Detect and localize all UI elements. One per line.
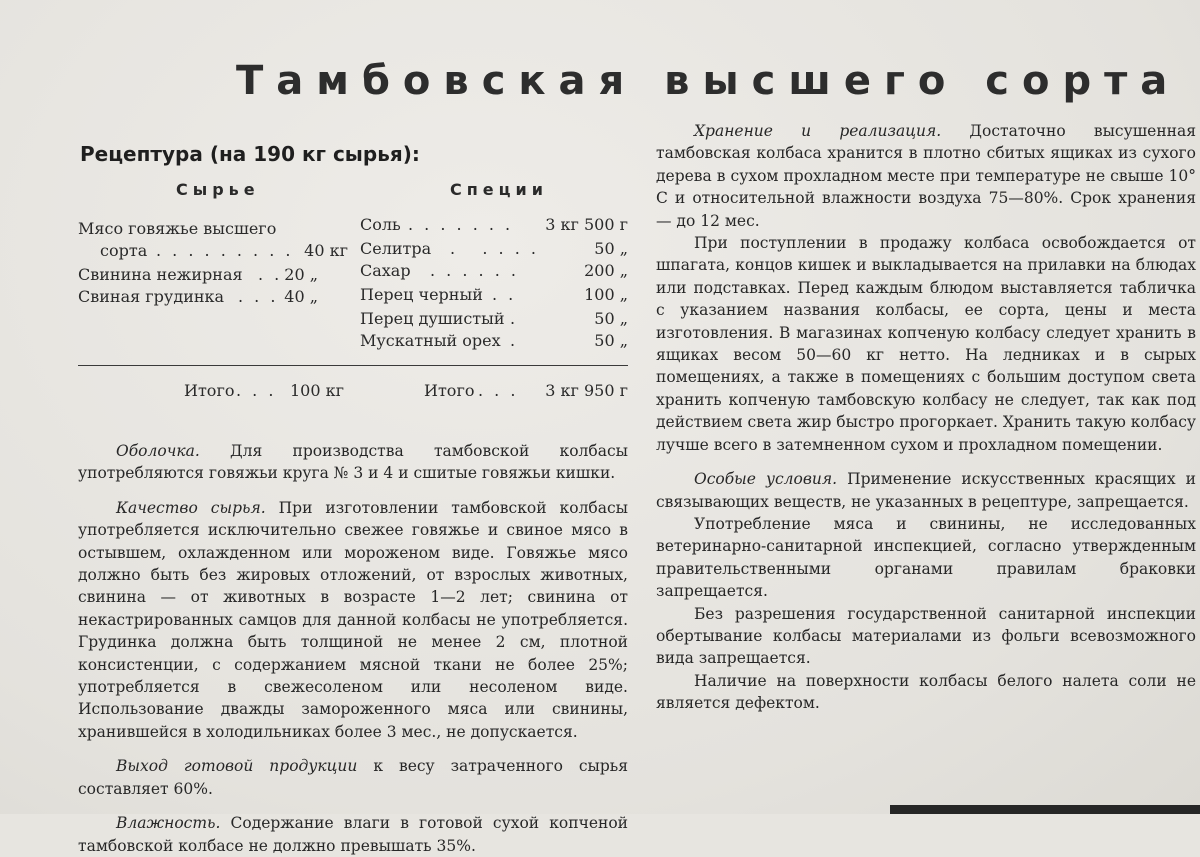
paragraph-postuplenie: При поступлении в продажу колбаса освобождается от шпагата, концов кишек и выкладывается на прилавки на блюдах или подставках. Перед каждым блюдом выставляется табличка с указанием названия колбасы, ее сорта, цены и места изготовления. В магазинах копченую колбасу следует хранить в ящиках весом 50—60 кг нетто. На ледниках и в сырых помещениях, а также в помещениях с большим доступом света хранить копченую тамбовскую колбасу не следует, так как под действием света жир быстро прогоркает. Хранить такую колбасу лучше всего в затемненном сухом и прохладном помещении. [656, 234, 1196, 454]
right-column-text [656, 120, 1196, 715]
leader-dots: . . . [238, 287, 279, 306]
paragraph-vyhod [78, 755, 628, 800]
leader-dots: . . [492, 285, 517, 304]
spice-value: 50 „ [594, 309, 628, 328]
paragraph-body: Для производства тамбовской колбасы употребляются говяжьи круга № 3 и 4 и сшитые говяжьи кишки. [78, 442, 628, 483]
paragraph-hranenie [656, 120, 1196, 232]
page-title: Тамбовская высшего сорта [236, 58, 1181, 104]
leader-dots: . . . . . . [430, 261, 519, 280]
spice-total-row [424, 380, 628, 402]
paragraph-nalichie: Наличие на поверхности колбасы белого налета соли не является дефектом. [656, 671, 1196, 713]
leader-dots: . . . . . . . [408, 215, 514, 234]
spice-label: Перец душистый [360, 309, 505, 328]
paragraph-upotreblenie: Употребление мяса и свинины, не исследованных ветеринарно-санитарной инспекцией, согласно утвержденным правительственными органами правилам браковки запрещается. [656, 514, 1196, 601]
spice-label: Мускатный орех [360, 331, 501, 350]
spice-label: Сахар [360, 261, 411, 280]
raw-value: 40 кг [304, 241, 348, 260]
paragraph-body: к весу затраченного сырья составляет 60%. [78, 757, 628, 798]
leader-dots: . . . [236, 381, 277, 400]
spice-label: Селитра [360, 239, 432, 258]
spice-label: Соль [360, 215, 401, 234]
leader-dots: . . [258, 265, 283, 284]
spice-value: 50 „ [594, 331, 628, 350]
raw-materials-header: Сырье [176, 180, 260, 199]
spice-row [360, 330, 628, 352]
spice-row [360, 308, 628, 330]
paragraph-head: Влажность. [116, 814, 221, 833]
spice-total-value: 3 кг 950 г [545, 381, 628, 400]
spices-header: Специи [450, 180, 548, 199]
paragraph-osobye [656, 468, 1196, 513]
leader-dots: . . . . . [450, 239, 539, 258]
paragraph-body: Применение искусственных красящих и связывающих веществ, не указанных в рецептуре, запрещается. [656, 470, 1196, 511]
raw-total-row [184, 380, 344, 402]
raw-label: Мясо говяжье высшего [78, 219, 277, 238]
totals-divider [78, 365, 628, 366]
spice-row [360, 238, 628, 260]
leader-dots: . [510, 331, 519, 350]
paragraph-obolochka [78, 440, 628, 485]
leader-dots: . . . . . . . . . [156, 241, 294, 260]
spice-value: 200 „ [584, 261, 628, 280]
raw-row [78, 218, 348, 240]
paragraph-head: Выход готовой продукции [116, 757, 358, 776]
raw-label: Свиная грудинка [78, 287, 225, 306]
raw-label: Свинина нежирная [78, 265, 243, 284]
paragraph-vlazhnost [78, 812, 628, 857]
raw-value: 40 „ [284, 287, 318, 306]
spice-row [360, 284, 628, 306]
paragraph-head: Хранение и реализация. [694, 122, 942, 140]
raw-label: сорта [100, 241, 148, 260]
page-edge-shadow [890, 805, 1200, 814]
paragraph-head: Особые условия. [694, 470, 838, 489]
paragraph-body: При изготовлении тамбовской колбасы употребляется исключительно свежее говяжье и свиное мясо в остывшем, охлажденном или мороженом виде. Говяжье мясо должно быть без жировых отложений, от взрослых животных, свинина — от животных в возрасте 1—2 лет; свинина от некастрированных самцов для данной колбасы не употребляется. Грудинка должна быть толщиной не менее 2 см, плотной консистенции, с содержанием мясной ткани не более 25%; употребляется в свежесоленом или несоленом виде. Использование дважды замороженного мяса или свинины, хранившейся в холодильниках более 3 мес., не допускается. [78, 498, 628, 741]
raw-total-label: Итого [184, 381, 235, 400]
paragraph-body: Содержание влаги в готовой сухой копченой тамбовской колбасе не должно превышать 35%. [78, 814, 628, 855]
paragraph-head: Оболочка. [116, 442, 200, 460]
recipe-heading: Рецептура (на 190 кг сырья): [80, 142, 420, 166]
leader-dots: . . . [478, 381, 519, 400]
raw-row [78, 240, 348, 262]
left-column-text [78, 440, 628, 857]
paragraph-kachestvo [78, 497, 628, 743]
spice-row [360, 260, 628, 282]
leader-dots: . [510, 309, 519, 328]
spice-row [360, 214, 628, 236]
spice-value: 50 „ [594, 239, 628, 258]
paragraph-head: Качество сырья. [116, 498, 266, 517]
paragraph-body: Достаточно высушенная тамбовская колбаса хранится в плотно сбитых ящиках из сухого дерева в сухом прохладном месте при температуре не свыше 10° С и относительной влажности воздуха 75—80%. Срок хранения — до 12 мес. [656, 122, 1197, 230]
spice-label: Перец черный [360, 285, 483, 304]
raw-row [78, 264, 318, 286]
raw-total-value: 100 кг [289, 381, 344, 400]
raw-row [78, 286, 318, 308]
raw-value: 20 „ [284, 265, 318, 284]
paragraph-bez: Без разрешения государственной санитарной инспекции обертывание колбасы материалами из фольги всевозможного вида запрещается. [656, 604, 1196, 668]
spice-value: 3 кг 500 г [545, 215, 628, 234]
spice-total-label: Итого [424, 381, 475, 400]
spice-value: 100 „ [584, 285, 628, 304]
